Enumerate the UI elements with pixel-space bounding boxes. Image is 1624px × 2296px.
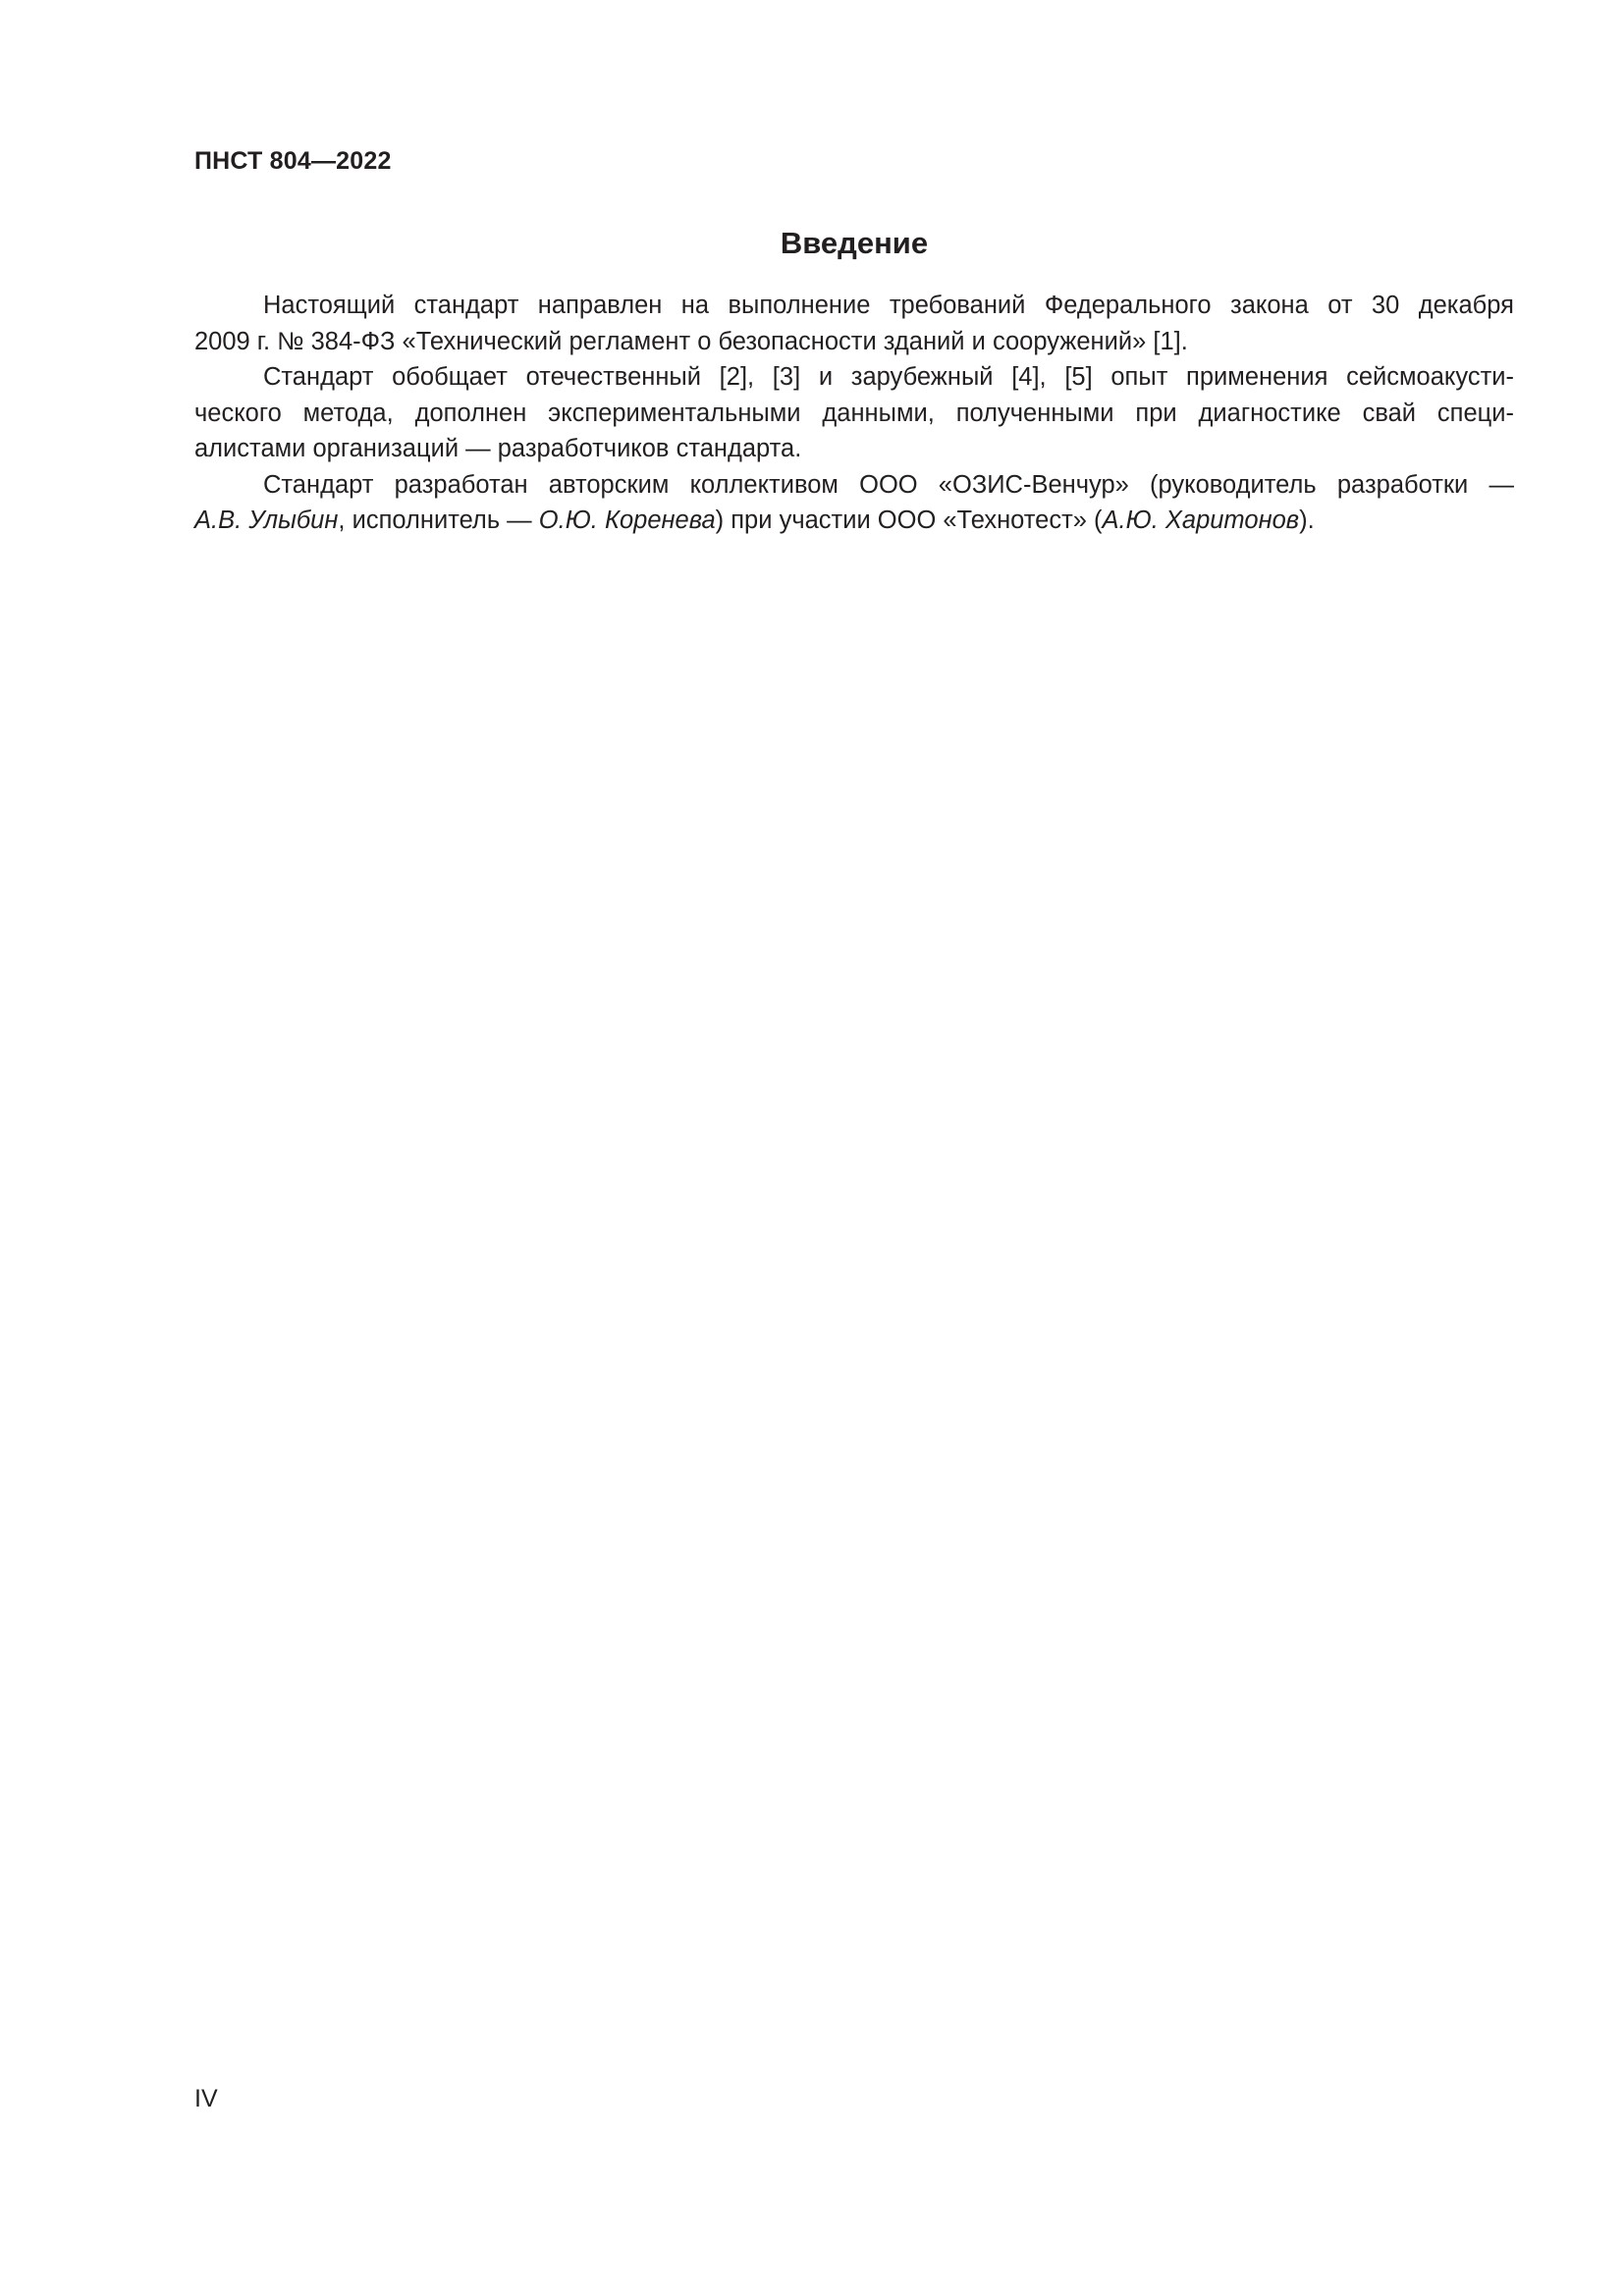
paragraph-1-line-2: 2009 г. № 384-ФЗ «Технический регламент о безопасности зданий и сооружений» [1].: [194, 327, 1188, 355]
section-title: Введение: [780, 226, 929, 260]
paragraph-3-line-1: Стандарт разработан авторским коллективом ООО «ОЗИС-Венчур» (руководитель разработки —: [263, 470, 1514, 499]
paragraph-3-line-2: [194, 503, 1514, 539]
paragraph-2: [194, 359, 1514, 467]
text-closing: ).: [1299, 507, 1315, 534]
text-executor: , исполнитель —: [338, 507, 539, 534]
author-name-ulybin: А.В. Улыбин: [194, 507, 339, 534]
paragraph-2-line-3: алистами организаций — разработчиков стандарта.: [194, 435, 802, 462]
author-name-koreneva: О.Ю. Коренева: [538, 507, 716, 534]
paragraph-1-line-1: Настоящий стандарт направлен на выполнение требований Федерального закона от 30 декабря: [263, 292, 1514, 319]
paragraph-1: [194, 288, 1514, 359]
page-number: IV: [194, 2085, 218, 2112]
text-participation: ) при участии ООО «Технотест» (: [715, 507, 1103, 534]
paragraph-3: [194, 467, 1514, 539]
author-name-kharitonov: А.Ю. Харитонов: [1102, 507, 1300, 534]
document-code: ПНСТ 804—2022: [194, 147, 392, 175]
paragraph-2-line-2: ческого метода, дополнен экспериментальными данными, полученными при диагностике свай специ-: [194, 399, 1514, 427]
paragraph-2-line-1: Стандарт обобщает отечественный [2], [3] и зарубежный [4], [5] опыт применения сейсмоакусти-: [263, 363, 1514, 391]
introduction-body: [194, 288, 1514, 539]
